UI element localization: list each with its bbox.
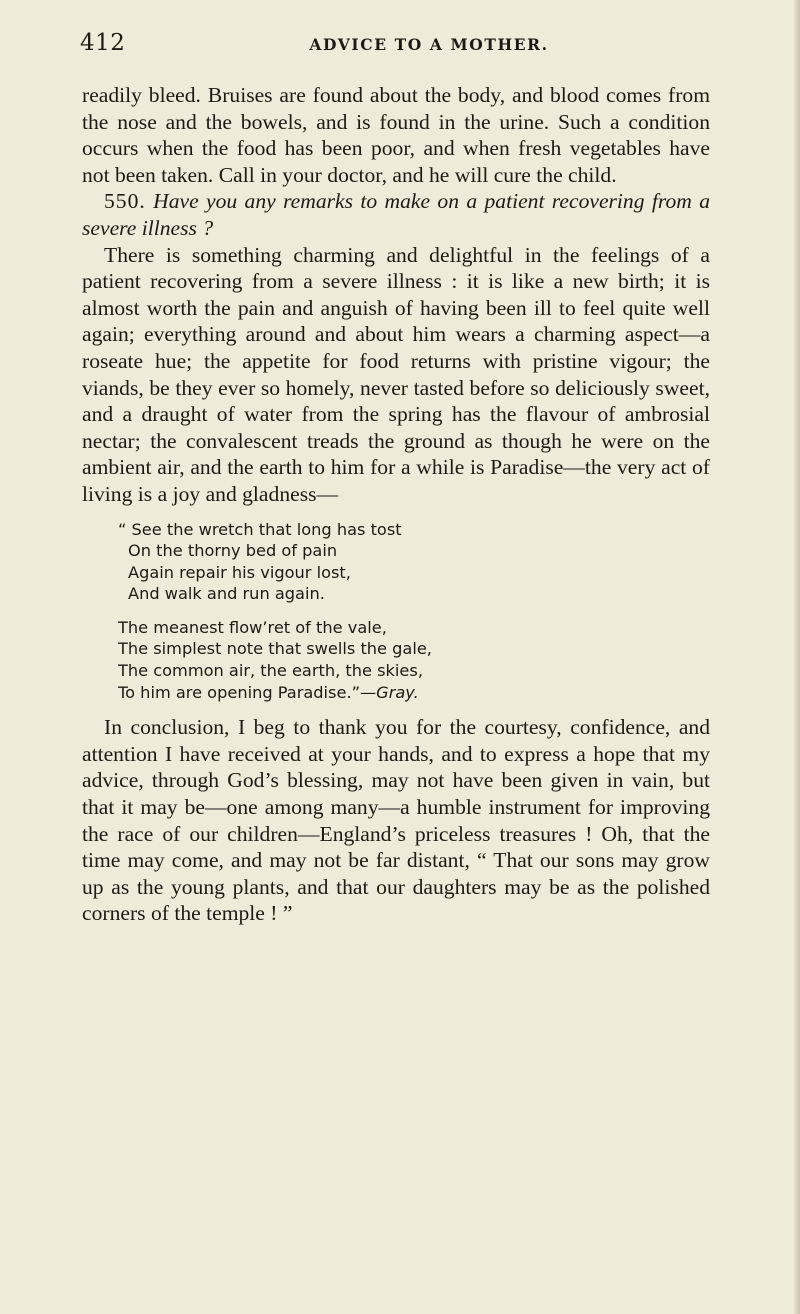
poem-line: The simplest note that swells the gale,	[118, 639, 432, 659]
page-edge-shadow	[794, 0, 800, 1314]
poem-line: On the thorny bed of pain	[128, 541, 338, 561]
page-header	[80, 30, 770, 60]
running-head: ADVICE TO A MOTHER.	[309, 35, 549, 54]
question-number: 550.	[104, 189, 146, 214]
poem-line: Again repair his vigour lost,	[128, 562, 351, 582]
poem-line-attribution	[82, 682, 710, 704]
poem-quotation	[82, 519, 710, 704]
poem-stanza-1	[82, 519, 710, 605]
poem-line: The meanest flow’ret of the vale,	[118, 617, 387, 637]
page-body	[82, 82, 710, 927]
page-number: 412	[80, 30, 126, 56]
paragraph-recovery: There is something charming and delightful in the feelings of a patient recovering from a severe illness : it is like a new birth; it is almost worth the pain and anguish of having been ill to feel quite well again; everything around and about him wears a charming aspect—a roseate hue; the appetite for food returns with pristine vigour; the viands, be they ever so homely, never tasted before so deliciously sweet, and a draught of water from the spring has the flavour of ambrosial nectar; the convalescent treads the ground as though he were on the ambient air, and the earth to him for a while is Paradise—the very act of living is a joy and gladness—	[82, 242, 710, 506]
question-550	[82, 188, 710, 241]
poem-line: To him are opening Paradise.”—	[118, 682, 377, 702]
poem-author: Gray.	[376, 682, 419, 702]
poem-line: The common air, the earth, the skies,	[118, 661, 423, 681]
question-text: Have you any remarks to make on a patient recovering from a severe illness ?	[82, 189, 710, 240]
poem-line: “ See the wretch that long has tost	[118, 519, 402, 539]
paragraph-continuation: readily bleed. Bruises are found about the body, and blood comes from the nose and the bowels, and is found in the urine. Such a condition occurs when the food has been poor, and when fresh vegetables have not been taken. Call in your doctor, and he will cure the child.	[82, 83, 710, 187]
poem-line: And walk and run again.	[128, 584, 325, 604]
paragraph-conclusion: In conclusion, I beg to thank you for the courtesy, confidence, and attention I have received at your hands, and to express a hope that my advice, through God’s blessing, may not have been given in vain, but that it may be—one among many—a humble instrument for improving the race of our children—England’s priceless treasures ! Oh, that the time may come, and may not be far distant, “ That our sons may grow up as the young plants, and that our daughters may be as the polished corners of the temple ! ”	[82, 715, 710, 926]
poem-stanza-2	[82, 617, 710, 703]
